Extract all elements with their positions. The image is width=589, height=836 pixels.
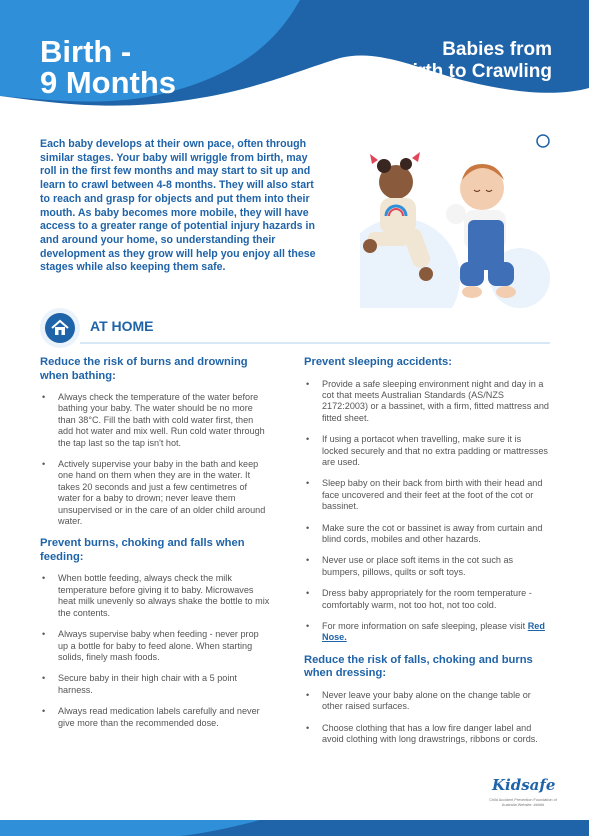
sleeping-group	[304, 356, 549, 644]
dressing-heading: Reduce the risk of falls, choking and burns when dressing:	[304, 653, 533, 680]
dressing-list	[304, 690, 549, 746]
footer-bar	[0, 820, 589, 836]
page-title-line2: 9 Months	[40, 65, 177, 100]
list-item: • Actively supervise your baby in the bath and keep one hand on them when they are in the water. It takes 20 seconds and just a few centimetres of water for a baby to drown; never leave them unsupervised or in the care of an older child around water.	[40, 459, 270, 527]
dressing-group	[304, 654, 549, 746]
logo-wordmark: Kidsafe	[492, 776, 556, 794]
babies-illustration	[360, 128, 560, 308]
list-item: • Never leave your baby alone on the change table or other raised surfaces.	[304, 690, 549, 713]
feeding-group	[40, 537, 270, 728]
bathing-heading: Reduce the risk of burns and drowning when bathing:	[40, 356, 248, 382]
bathing-list	[40, 392, 270, 527]
intro-paragraph: Each baby develops at their own pace, often through similar stages. Your baby will wriggle from birth, may roll in the first few months and may start to sit up and learn to crawl between 4-8 months. They will also start to reach and grasp for objects and put them into their mouth. As baby becomes more mobile, they will have access to a greater range of potential injury hazards in and around your home, so understanding their development as they grow will help you enjoy all these stages while also keeping them safe.	[40, 138, 316, 274]
page-subtitle-line2: Birth to Crawling	[398, 61, 552, 82]
page-title-line1: Birth -	[40, 34, 132, 69]
feeding-list	[40, 573, 270, 728]
right-column	[304, 356, 549, 755]
list-item: • Provide a safe sleeping environment night and day in a cot that meets Australian Standards (AS/NZS 2172:2003) or a bassinet, with a firm, fitted mattress and fitted sheet.	[304, 379, 549, 425]
list-item: • When bottle feeding, always check the milk temperature before giving it to baby. Microwaves heat milk unevenly so always shake the bottle to mix the contents.	[40, 573, 270, 619]
list-item: • If using a portacot when travelling, make sure it is locked securely and that no extra padding or mattresses are used.	[304, 434, 549, 468]
red-nose-link[interactable]: Red Nose.	[322, 621, 545, 643]
sleeping-heading: Prevent sleeping accidents:	[304, 356, 452, 368]
list-item: • Always check the temperature of the water before bathing your baby. The water should be no more than 38°C. Fill the bath with cold water first, then add hot water and mix well. Run cold water through the tap last so the tap isn't hot.	[40, 392, 270, 449]
list-item: • Always supervise baby when feeding - never prop up a bottle for baby to feed alone. When starting solids, finely mash foods.	[40, 629, 270, 663]
list-item: • Make sure the cot or bassinet is away from curtain and blind cords, mobiles and other hazards.	[304, 523, 549, 546]
left-column	[40, 356, 270, 739]
bathing-group	[40, 356, 270, 527]
list-item: • Choose clothing that has a low fire danger label and avoid clothing with long drawstrings, ribbons or cords.	[304, 723, 549, 746]
list-item: • Secure baby in their high chair with a 5 point harness.	[40, 673, 270, 696]
house-icon	[40, 308, 80, 348]
page-title	[40, 36, 176, 98]
section-header	[40, 308, 550, 350]
sleeping-list	[304, 379, 549, 644]
list-item: • Never use or place soft items in the cot such as bumpers, pillows, quilts or soft toys.	[304, 555, 549, 578]
more-info-text: For more information on safe sleeping, please visit	[322, 621, 528, 631]
list-item-more-info	[304, 621, 549, 644]
section-title: AT HOME	[90, 318, 154, 334]
logo-tagline: Child Accident Prevention Foundation of Australia Website: #####	[489, 798, 557, 807]
list-item: • Sleep baby on their back from birth with their head and face uncovered and their feet at the foot of the cot or bassinet.	[304, 478, 549, 512]
page-subtitle-line1: Babies from	[442, 39, 552, 60]
feeding-heading: Prevent burns, choking and falls when feeding:	[40, 537, 245, 563]
header-banner	[0, 0, 589, 110]
page-subtitle	[399, 39, 552, 83]
kidsafe-logo	[488, 772, 558, 820]
section-divider	[80, 342, 550, 344]
list-item: • Dress baby appropriately for the room temperature - comfortably warm, not too hot, not too cold.	[304, 588, 549, 611]
list-item: • Always read medication labels carefully and never give more than the recommended dose.	[40, 706, 270, 729]
